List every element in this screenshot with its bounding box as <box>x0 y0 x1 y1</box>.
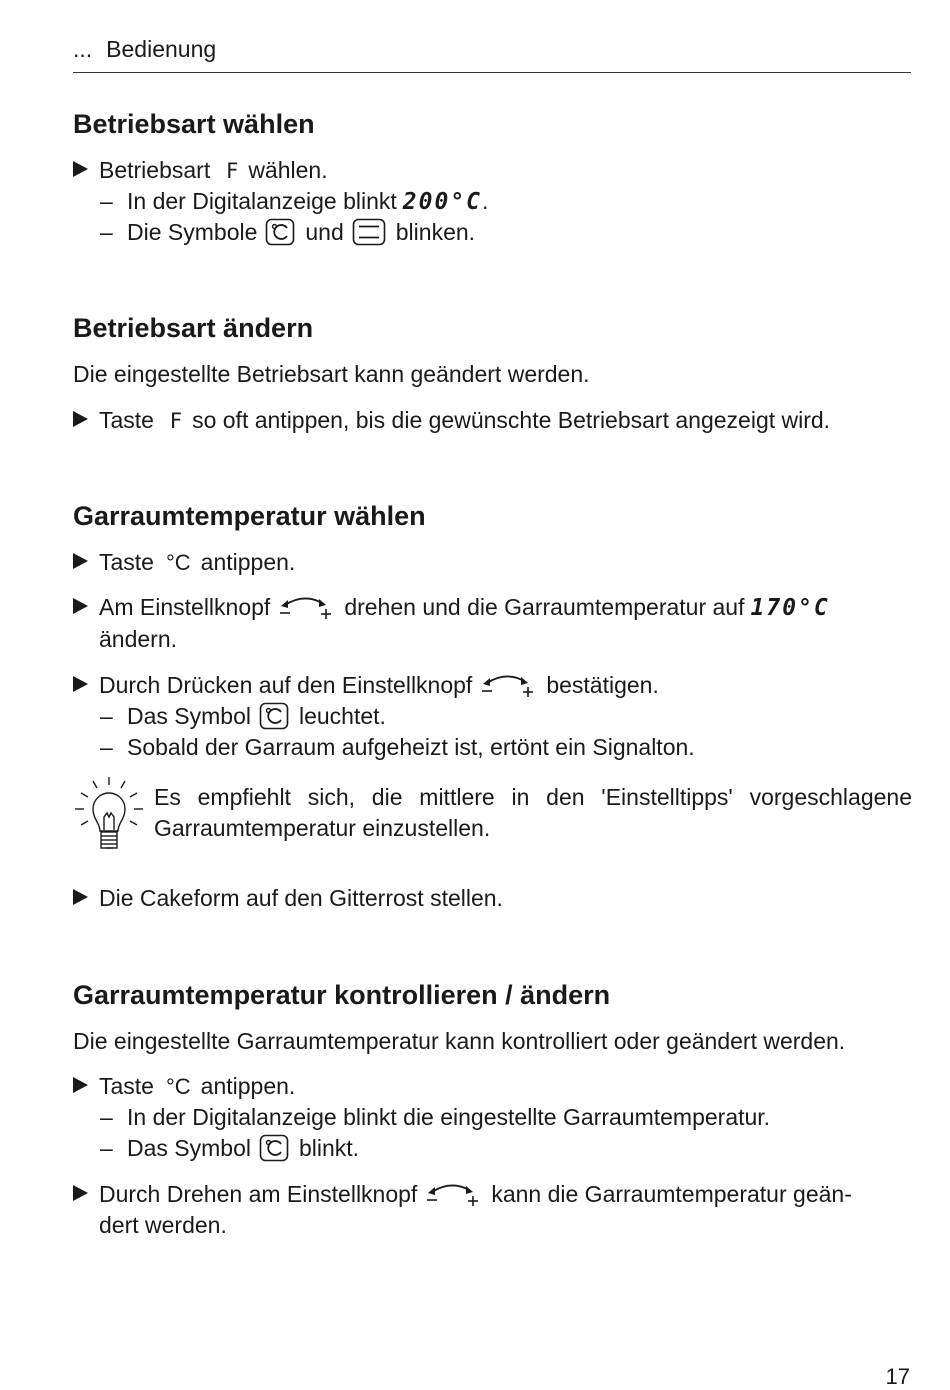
rotary-knob-icon <box>278 595 334 621</box>
sub-step-text: Das Symbol <box>127 1135 251 1161</box>
celsius-key-label: °C <box>165 550 191 575</box>
instruction-step <box>73 670 913 701</box>
triangle-right-icon <box>73 553 88 569</box>
triangle-right-icon <box>73 411 88 427</box>
step-text: antippen. <box>200 1073 296 1099</box>
sub-step-text: leuchtet. <box>298 703 386 729</box>
dash: – <box>100 188 113 214</box>
sub-step-text: blinkt. <box>298 1135 360 1161</box>
top-bottom-heat-icon <box>352 218 386 246</box>
instruction-step <box>73 1071 913 1102</box>
dash: – <box>100 219 113 245</box>
sub-step <box>100 217 912 248</box>
sub-step-text: Sobald der Garraum aufgeheizt ist, ertönt ein Signalton. <box>127 734 695 760</box>
sub-step-text: . <box>482 188 489 214</box>
instruction-step <box>73 592 913 655</box>
sub-step <box>100 732 912 763</box>
dash: – <box>100 1104 113 1130</box>
page-number: 17 <box>885 1364 910 1389</box>
sub-step-text: Das Symbol <box>127 703 251 729</box>
step-text: Taste <box>99 1073 154 1099</box>
tip-text: Es empfiehlt sich, die mittlere in den 'Einstelltipps' vorgeschlagene Garraumtemperatur einzustellen. <box>154 784 912 841</box>
sub-step <box>100 1133 912 1164</box>
f-key-label: F <box>169 409 183 433</box>
sub-step <box>100 1102 912 1133</box>
f-key-label: F <box>226 159 239 183</box>
step-text: Am Einstellknopf <box>99 594 271 620</box>
section-title: Garraumtemperatur wählen <box>73 501 426 531</box>
header-dots: ... <box>73 36 93 62</box>
instruction-step <box>73 883 913 914</box>
rotary-knob-icon <box>425 1182 481 1208</box>
step-text: drehen und die Garraumtemperatur auf <box>344 594 745 620</box>
step-text: ändern. <box>99 626 178 652</box>
celsius-key-label: °C <box>165 1074 191 1099</box>
lightbulb-icon <box>73 775 145 860</box>
dash: – <box>100 1135 113 1161</box>
rotary-knob-icon <box>480 673 536 699</box>
section-paragraph: Die eingestellte Garraumtemperatur kann kontrolliert oder geändert werden. <box>73 1028 846 1054</box>
triangle-right-icon <box>73 1185 88 1201</box>
digital-display-value: 200°C <box>402 189 483 215</box>
step-text: Betriebsart <box>99 157 211 183</box>
section-title: Garraumtemperatur kontrollieren / ändern <box>73 980 611 1010</box>
step-text: kann die Garraumtemperatur geän- <box>491 1181 852 1207</box>
triangle-right-icon <box>73 1077 88 1093</box>
instruction-step <box>73 1179 913 1241</box>
instruction-step <box>73 405 913 437</box>
digital-display-value: 170°C <box>750 595 830 621</box>
sub-step <box>100 701 912 732</box>
oven-thermometer-icon <box>265 218 295 246</box>
header-section: Bedienung <box>106 36 217 62</box>
section-title: Betriebsart wählen <box>73 109 315 139</box>
step-text: wählen. <box>248 157 328 183</box>
sub-step <box>100 186 912 218</box>
section-title: Betriebsart ändern <box>73 313 314 343</box>
sub-step-text: Die Symbole <box>127 219 258 245</box>
step-text: Die Cakeform auf den Gitterrost stellen. <box>99 885 503 911</box>
instruction-step <box>73 155 913 187</box>
instruction-step <box>73 547 913 578</box>
running-header <box>73 34 911 73</box>
step-text: so oft antippen, bis die gewünschte Betriebsart angezeigt wird. <box>192 407 831 433</box>
dash: – <box>100 703 113 729</box>
step-text: Durch Drücken auf den Einstellknopf <box>99 672 473 698</box>
step-text: Taste <box>99 407 154 433</box>
sub-step-text: In der Digitalanzeige blinkt <box>127 188 397 214</box>
triangle-right-icon <box>73 598 88 614</box>
triangle-right-icon <box>73 161 88 177</box>
step-text: dert werden. <box>99 1212 227 1238</box>
oven-thermometer-icon <box>259 702 289 730</box>
sub-step-text: blinken. <box>395 219 476 245</box>
sub-step-text: und <box>305 219 344 245</box>
dash: – <box>100 734 113 760</box>
oven-thermometer-icon <box>259 1134 289 1162</box>
step-text: Durch Drehen am Einstellknopf <box>99 1181 418 1207</box>
step-text: bestätigen. <box>546 672 659 698</box>
step-text: Taste <box>99 549 154 575</box>
triangle-right-icon <box>73 889 88 905</box>
sub-step-text: In der Digitalanzeige blinkt die eingestellte Garraumtemperatur. <box>127 1104 771 1130</box>
section-paragraph: Die eingestellte Betriebsart kann geändert werden. <box>73 361 590 387</box>
step-text: antippen. <box>200 549 296 575</box>
triangle-right-icon <box>73 676 88 692</box>
